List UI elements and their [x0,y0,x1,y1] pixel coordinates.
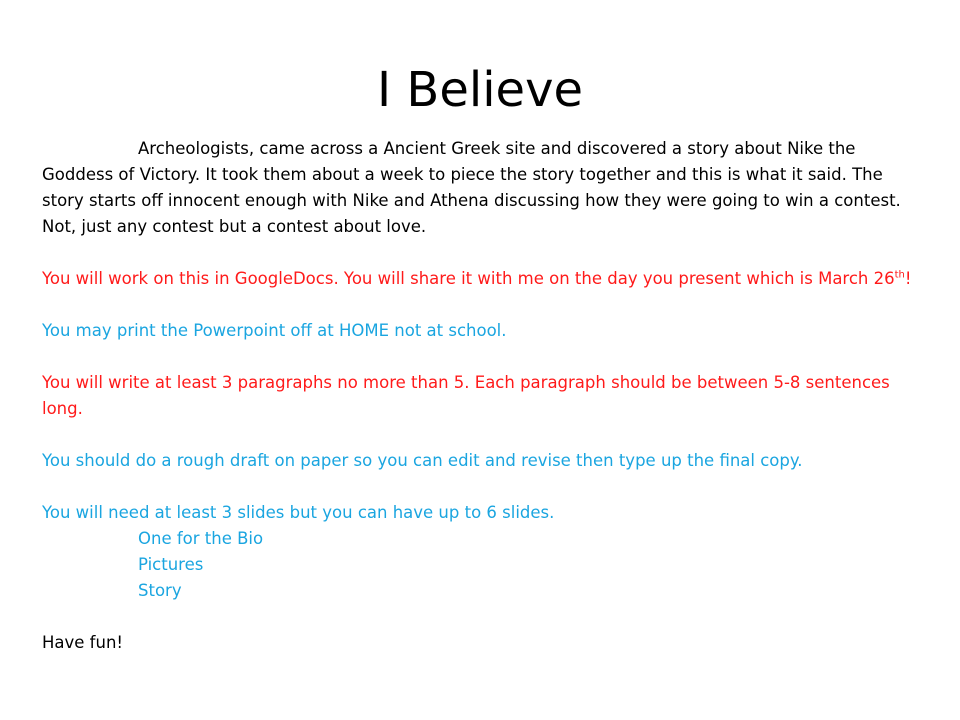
slide-body [42,136,922,682]
slide-items-list [42,526,922,604]
googledocs-instruction [42,266,922,292]
slide-item-story: Story [138,581,182,600]
slides-instruction: You will need at least 3 slides but you can have up to 6 slides. [42,503,555,522]
ordinal-superscript: th [894,269,905,281]
closing-text: Have fun! [42,633,124,652]
googledocs-end: ! [904,269,912,288]
print-instruction: You may print the Powerpoint off at HOME not at school. [42,321,507,340]
slide-title: I Believe [376,62,583,118]
paragraphs-instruction: You will write at least 3 paragraphs no more than 5. Each paragraph should be between 5-8 sentences long. [42,373,890,418]
slide-item-bio: One for the Bio [138,529,264,548]
googledocs-text: You will work on this in GoogleDocs. You will share it with me on the day you present which is March 26 [42,269,895,288]
draft-instruction: You should do a rough draft on paper so you can edit and revise then type up the final copy. [42,451,803,470]
intro-paragraph: Archeologists, came across a Ancient Greek site and discovered a story about Nike the Goddess of Victory. It took them about a week to piece the story together and this is what it said. The story starts off innocent enough with Nike and Athena discussing how they were going to win a contest. Not, just any contest but a contest about love. [42,139,901,236]
slide-item-pictures: Pictures [138,555,204,574]
